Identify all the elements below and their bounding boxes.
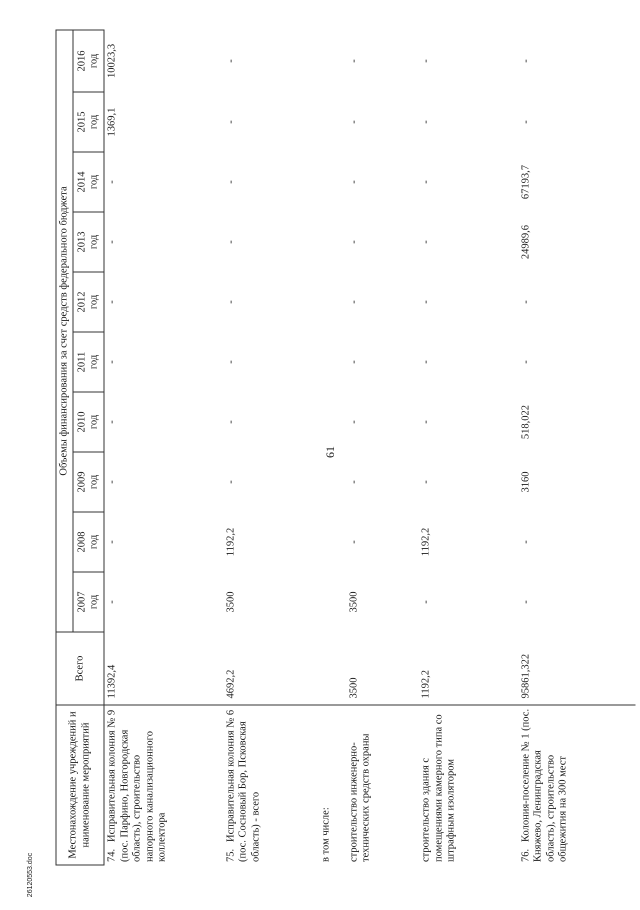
year-header-unit: год bbox=[88, 114, 100, 129]
value-cell-2013: - bbox=[106, 239, 118, 244]
row-total: 1192,2 bbox=[420, 669, 432, 698]
table-row bbox=[223, 29, 319, 864]
value-cell-2013 bbox=[318, 212, 346, 272]
value-cell-2011: - bbox=[224, 359, 236, 364]
row-total: 95861,322 bbox=[520, 653, 532, 698]
year-header-year: 2007 bbox=[76, 591, 87, 612]
value-cell-2015: - bbox=[420, 119, 432, 124]
value-cell-2010: 518,022 bbox=[520, 404, 532, 439]
value-cell-2011: - bbox=[348, 359, 360, 364]
value-cell-2008 bbox=[318, 512, 346, 572]
value-cell-2014: - bbox=[348, 179, 360, 184]
year-header-2015 bbox=[73, 92, 104, 152]
value-cell-2015: - bbox=[348, 119, 360, 124]
year-header-2011 bbox=[73, 332, 104, 392]
value-cell-2015 bbox=[318, 92, 346, 152]
row-number: 74. bbox=[106, 848, 118, 862]
value-cell-2007: 3500 bbox=[224, 591, 236, 612]
value-cell-2016: - bbox=[420, 58, 432, 63]
row-name: Исправительная колония № 9 (пос. Парфино, Новгородская область), строительство напорного канализационного коллектора bbox=[106, 709, 167, 862]
value-cell-2012 bbox=[318, 272, 346, 332]
year-header-2014 bbox=[73, 152, 104, 212]
value-cell-2015: - bbox=[520, 119, 532, 124]
funding-group-header: Объемы финансирования за счет средств федерального бюджета bbox=[56, 29, 73, 631]
year-header-2016 bbox=[73, 29, 104, 91]
year-header-2010 bbox=[73, 392, 104, 452]
value-cell-2009: 3160 bbox=[520, 471, 532, 492]
row-name: строительство здания с помещениями камерного типа со штрафным изолятором bbox=[420, 713, 457, 862]
value-cell-2011 bbox=[318, 332, 346, 392]
year-header-unit: год bbox=[88, 234, 100, 249]
year-header-unit: год bbox=[88, 534, 100, 549]
location-header: Местонахождение учреждений и наименование мероприятий bbox=[56, 705, 104, 865]
value-cell-2009 bbox=[318, 452, 346, 512]
value-cell-2008: 1192,2 bbox=[224, 527, 236, 556]
value-cell-2015: 1369,1 bbox=[106, 107, 118, 136]
value-cell-2014: 67193,7 bbox=[520, 164, 532, 199]
table-row bbox=[518, 29, 635, 864]
page-number: 61 bbox=[323, 446, 337, 458]
value-cell-2009: - bbox=[106, 479, 118, 484]
value-cell-2014: - bbox=[224, 179, 236, 184]
value-cell-2012: - bbox=[106, 299, 118, 304]
year-header-year: 2015 bbox=[76, 111, 87, 132]
year-header-year: 2009 bbox=[76, 471, 87, 492]
year-header-year: 2014 bbox=[76, 171, 87, 192]
year-header-year: 2010 bbox=[76, 411, 87, 432]
value-cell-2010: - bbox=[224, 419, 236, 424]
value-cell-2014: - bbox=[106, 179, 118, 184]
value-cell-2008: - bbox=[106, 539, 118, 544]
year-header-year: 2008 bbox=[76, 531, 87, 552]
row-total: 4692,2 bbox=[224, 669, 236, 698]
value-cell-2016: 10023,3 bbox=[106, 43, 118, 78]
value-cell-2013: - bbox=[420, 239, 432, 244]
value-cell-2012: - bbox=[348, 299, 360, 304]
year-header-year: 2013 bbox=[76, 231, 87, 252]
value-cell-2009: - bbox=[224, 479, 236, 484]
value-cell-2016 bbox=[318, 29, 346, 91]
table-row bbox=[346, 29, 418, 864]
value-cell-2008: - bbox=[520, 539, 532, 544]
year-header-2013 bbox=[73, 212, 104, 272]
table-row bbox=[104, 29, 223, 864]
row-name-cell bbox=[223, 705, 319, 865]
value-cell-2007 bbox=[318, 572, 346, 632]
year-header-unit: год bbox=[88, 594, 100, 609]
year-header-unit: год bbox=[88, 474, 100, 489]
row-name: в том числе: bbox=[320, 806, 332, 862]
value-cell-2009: - bbox=[420, 479, 432, 484]
row-name-cell bbox=[346, 705, 418, 865]
year-header-year: 2011 bbox=[76, 351, 87, 372]
value-cell-2010: - bbox=[420, 419, 432, 424]
row-name-cell bbox=[318, 705, 346, 865]
year-header-2008 bbox=[73, 512, 104, 572]
year-header-year: 2016 bbox=[76, 49, 87, 71]
value-cell-2007: 3500 bbox=[348, 591, 360, 612]
table-row bbox=[318, 29, 346, 864]
table-row bbox=[418, 29, 518, 864]
value-cell-2012: - bbox=[520, 299, 532, 304]
value-cell-2016: - bbox=[348, 58, 360, 63]
year-header-2012 bbox=[73, 272, 104, 332]
row-name-cell bbox=[418, 705, 518, 865]
value-cell-2013: - bbox=[348, 239, 360, 244]
year-header-unit: год bbox=[88, 414, 100, 429]
row-total: 3500 bbox=[348, 677, 360, 698]
value-cell-2007: - bbox=[520, 599, 532, 604]
row-name: Колония-поселение № 1 (пос. Княжево, Ленинградская область), строительство общежития на 300 мест bbox=[520, 708, 569, 862]
year-header-year: 2012 bbox=[76, 291, 87, 312]
year-header-unit: год bbox=[88, 294, 100, 309]
value-cell-2014 bbox=[318, 152, 346, 212]
value-cell-2016: - bbox=[224, 58, 236, 63]
value-cell-2010: - bbox=[106, 419, 118, 424]
row-number: 75. bbox=[224, 848, 236, 862]
row-name-cell bbox=[104, 705, 223, 865]
row-name: строительство инженерно-технических средств охраны bbox=[348, 733, 372, 862]
value-cell-2015: - bbox=[224, 119, 236, 124]
value-cell-2007: - bbox=[106, 599, 118, 604]
value-cell-2011: - bbox=[420, 359, 432, 364]
value-cell-2016: - bbox=[520, 58, 532, 63]
file-id-label: 26120553.doc bbox=[27, 852, 34, 898]
financing-table bbox=[55, 29, 635, 865]
value-cell-2008: 1192,2 bbox=[420, 527, 432, 556]
value-cell-2011: - bbox=[106, 359, 118, 364]
value-cell-2013: - bbox=[224, 239, 236, 244]
year-header-unit: год bbox=[88, 174, 100, 189]
year-header-2009 bbox=[73, 452, 104, 512]
row-name-cell bbox=[518, 705, 635, 865]
total-header: Всего bbox=[56, 632, 104, 705]
year-header-unit: год bbox=[88, 53, 100, 68]
row-name: Исправительная колония № 6 (пос. Сосновый Бор, Псковская область) - всего bbox=[224, 709, 261, 862]
row-total bbox=[318, 632, 346, 705]
row-total: 11392,4 bbox=[106, 664, 118, 698]
value-cell-2008: - bbox=[348, 539, 360, 544]
value-cell-2011: - bbox=[520, 359, 532, 364]
value-cell-2007: - bbox=[420, 599, 432, 604]
value-cell-2013: 24989,6 bbox=[520, 224, 532, 259]
value-cell-2014: - bbox=[420, 179, 432, 184]
value-cell-2012: - bbox=[224, 299, 236, 304]
year-header-2007 bbox=[73, 572, 104, 632]
value-cell-2009: - bbox=[348, 479, 360, 484]
value-cell-2010 bbox=[318, 392, 346, 452]
financing-table-container bbox=[55, 30, 635, 865]
value-cell-2010: - bbox=[348, 419, 360, 424]
row-number: 76. bbox=[520, 848, 532, 862]
year-header-unit: год bbox=[88, 354, 100, 369]
value-cell-2012: - bbox=[420, 299, 432, 304]
